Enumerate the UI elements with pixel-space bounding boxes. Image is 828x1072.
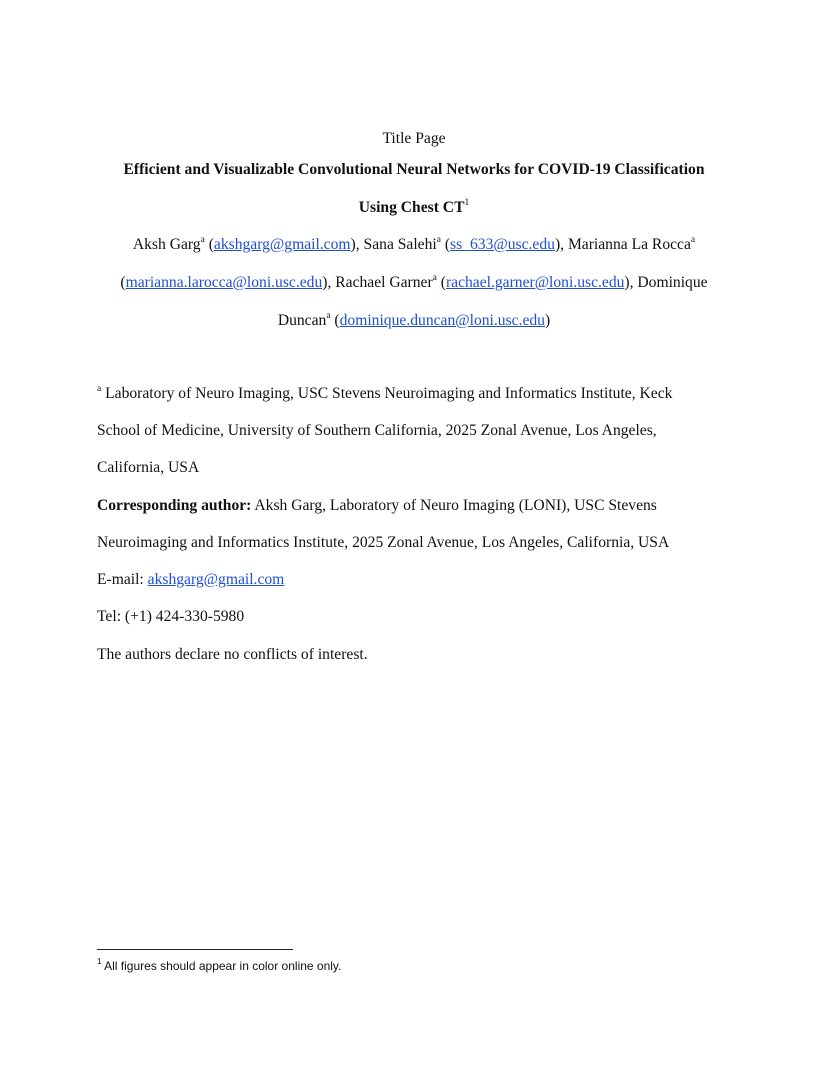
affiliation-text: Laboratory of Neuro Imaging, USC Stevens Neuroimaging and Informatics Institute, Keck (101, 385, 673, 402)
conflicts-statement: The authors declare no conflicts of interest. (97, 646, 368, 663)
punctuation: ), (350, 236, 364, 253)
paper-title-line-1 (0, 160, 828, 180)
email-label: E-mail: (97, 571, 148, 588)
contact-email-line (97, 570, 797, 590)
footnote-mark: 1 (97, 957, 102, 966)
affiliation-mark: a (432, 272, 437, 283)
authors-line-3 (0, 311, 828, 331)
author-name: Sana Salehi (363, 236, 437, 253)
corresponding-line-1 (97, 496, 797, 516)
authors-line-1 (0, 235, 828, 255)
affiliation-mark: a (690, 234, 696, 245)
punctuation: ( (120, 274, 126, 291)
punctuation: ( (440, 236, 451, 253)
affiliation-line-3: California, USA (97, 459, 200, 476)
punctuation: ), (322, 274, 336, 291)
punctuation: ) (544, 312, 551, 329)
affiliation-mark: a (436, 234, 441, 245)
footnote-divider (97, 949, 293, 950)
footnote-text: All figures should appear in color online only. (101, 959, 342, 973)
affiliation-mark: a (326, 310, 331, 321)
affiliation-mark: a (200, 234, 205, 245)
corresponding-email-link[interactable]: akshgarg@gmail.com (147, 571, 285, 588)
punctuation: ( (436, 274, 446, 291)
author-email-link[interactable]: rachael.garner@loni.usc.edu (445, 274, 625, 291)
author-name: Marianna La Rocca (567, 236, 691, 253)
authors-line-2 (0, 273, 828, 293)
corresponding-label: Corresponding author: (97, 497, 252, 514)
author-name: Aksh Garg (132, 236, 201, 253)
punctuation: ( (204, 236, 214, 253)
corresponding-text: Aksh Garg, Laboratory of Neuro Imaging (LONI), USC Stevens (251, 497, 657, 514)
author-name-fragment: ), Dominique (624, 274, 708, 291)
footnote (97, 958, 341, 974)
paper-title-line-2 (0, 198, 828, 218)
author-email-link[interactable]: dominique.duncan@loni.usc.edu (339, 312, 545, 329)
contact-tel-line: Tel: (+1) 424-330-5980 (97, 608, 245, 625)
author-name: Rachael Garner (335, 274, 433, 291)
affiliation-line-1 (97, 384, 797, 404)
author-email-link[interactable]: marianna.larocca@loni.usc.edu (125, 274, 323, 291)
paper-title-text-2: Using Chest CT (358, 199, 465, 216)
title-footnote-mark: 1 (464, 197, 470, 208)
punctuation: ), (554, 236, 568, 253)
affiliation-line-2: School of Medicine, University of Southern California, 2025 Zonal Avenue, Los Angeles, (97, 422, 657, 439)
page-label: Title Page (382, 130, 446, 147)
paper-title-text-1: Efficient and Visualizable Convolutional Neural Networks for COVID-19 Classification (123, 161, 705, 178)
author-email-link[interactable]: ss_633@usc.edu (450, 236, 555, 253)
author-name: Duncan (277, 312, 327, 329)
punctuation: ( (330, 312, 340, 329)
affiliation-mark: a (97, 383, 102, 394)
corresponding-line-2: Neuroimaging and Informatics Institute, 2025 Zonal Avenue, Los Angeles, California, USA (97, 534, 670, 551)
author-email-link[interactable]: akshgarg@gmail.com (213, 236, 351, 253)
